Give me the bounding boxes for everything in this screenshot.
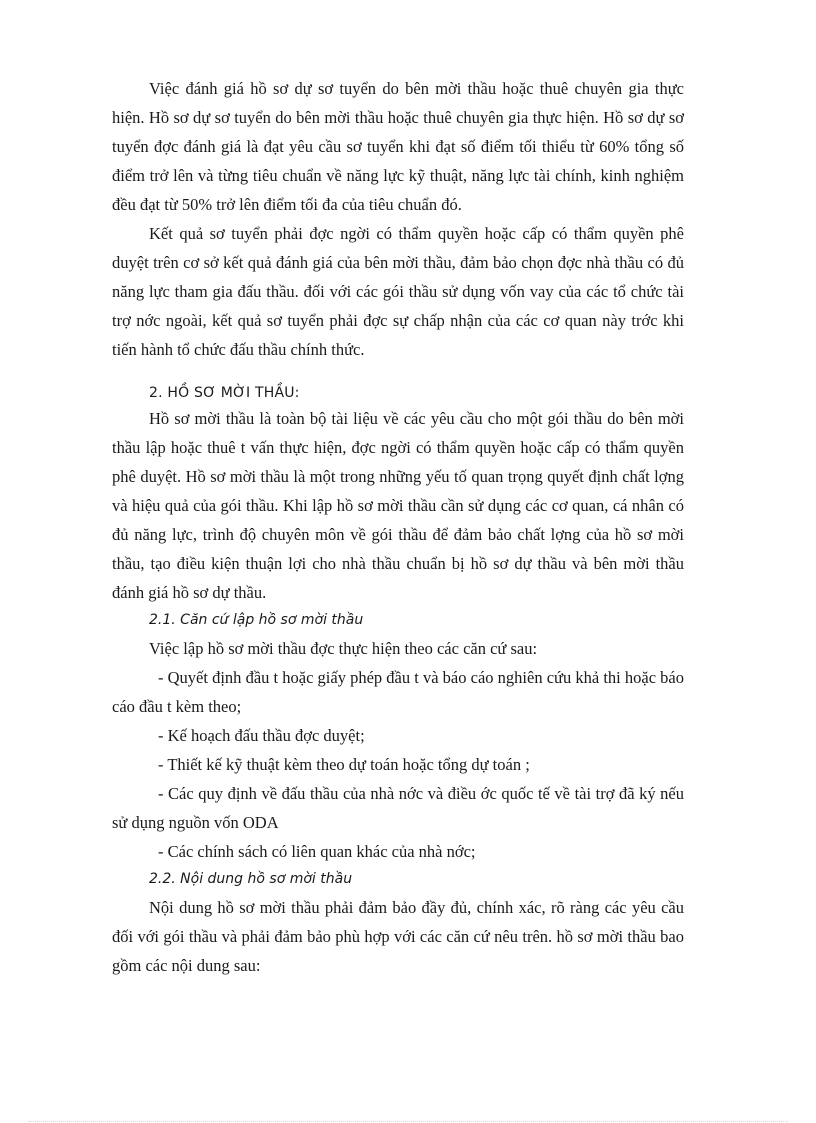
document-page	[112, 74, 684, 980]
page-bottom-divider	[28, 1121, 788, 1122]
list-item: - Các quy định về đấu thầu của nhà nớc và điều ớc quốc tế về tài trợ đã ký nếu sử dụng nguồn vốn ODA	[112, 784, 684, 832]
section-heading-bid-documents: 2. HỒ SƠ MỜI THẦU:	[149, 385, 300, 401]
paragraph-bid-documents-intro: Hồ sơ mời thầu là toàn bộ tài liệu về các yêu cầu cho một gói thầu do bên mời thầu lập hoặc thuê t vấn thực hiện, đợc ngời có thẩm quyền hoặc cấp có thẩm quyền phê duyệt. Hồ sơ mời thầu là một trong những yếu tố quan trọng quyết định chất lợng và hiệu quả của gói thầu. Khi lập hồ sơ mời thầu cần sử dụng các cơ quan, cá nhân có đủ năng lực, trình độ chuyên môn về gói thầu để đảm bảo chất lợng của hồ sơ mời thầu, tạo điều kiện thuận lợi cho nhà thầu chuẩn bị hồ sơ dự thầu và bên mời thầu đánh giá hồ sơ dự thầu.	[112, 409, 684, 602]
subsection-heading-content: 2.2. Nội dung hồ sơ mời thầu	[149, 871, 353, 887]
paragraph-basis-intro: Việc lập hồ sơ mời thầu đợc thực hiện theo các căn cứ sau:	[149, 639, 538, 658]
subsection-heading-basis: 2.1. Căn cứ lập hồ sơ mời thầu	[149, 612, 364, 628]
basis-list	[112, 663, 684, 866]
paragraph-prequalification-result: Kết quả sơ tuyển phải đợc ngời có thẩm quyền hoặc cấp có thẩm quyền phê duyệt trên cơ sở kết quả đánh giá của bên mời thầu, đảm bảo chọn đợc nhà thầu có đủ năng lực tham gia đấu thầu. đối với các gói thầu sử dụng vốn vay của các tổ chức tài trợ nớc ngoài, kết quả sơ tuyển phải đợc sự chấp nhận của các cơ quan này trớc khi tiến hành tổ chức đấu thầu chính thức.	[112, 224, 684, 359]
list-item: - Thiết kế kỹ thuật kèm theo dự toán hoặc tổng dự toán ;	[158, 755, 530, 774]
list-item: - Các chính sách có liên quan khác của nhà nớc;	[158, 842, 476, 861]
paragraph-prequalification-evaluation: Việc đánh giá hồ sơ dự sơ tuyển do bên mời thầu hoặc thuê chuyên gia thực hiện. Hồ sơ dự sơ tuyển do bên mời thầu hoặc thuê chuyên gia thực hiện. Hồ sơ dự sơ tuyển đợc đánh giá là đạt yêu cầu sơ tuyển khi đạt số điểm tối thiểu từ 60% tổng số điểm trở lên và từng tiêu chuẩn về năng lực kỹ thuật, năng lực tài chính, kinh nghiệm đều đạt từ 50% trở lên điểm tối đa của tiêu chuẩn đó.	[112, 79, 684, 214]
list-item: - Quyết định đầu t hoặc giấy phép đầu t và báo cáo nghiên cứu khả thi hoặc báo cáo đầu t kèm theo;	[112, 668, 684, 716]
paragraph-content-intro: Nội dung hồ sơ mời thầu phải đảm bảo đầy đủ, chính xác, rõ ràng các yêu cầu đối với gói thầu và phải đảm bảo phù hợp với các căn cứ nêu trên. hồ sơ mời thầu bao gồm các nội dung sau:	[112, 898, 684, 975]
list-item: - Kế hoạch đấu thầu đợc duyệt;	[158, 726, 365, 745]
